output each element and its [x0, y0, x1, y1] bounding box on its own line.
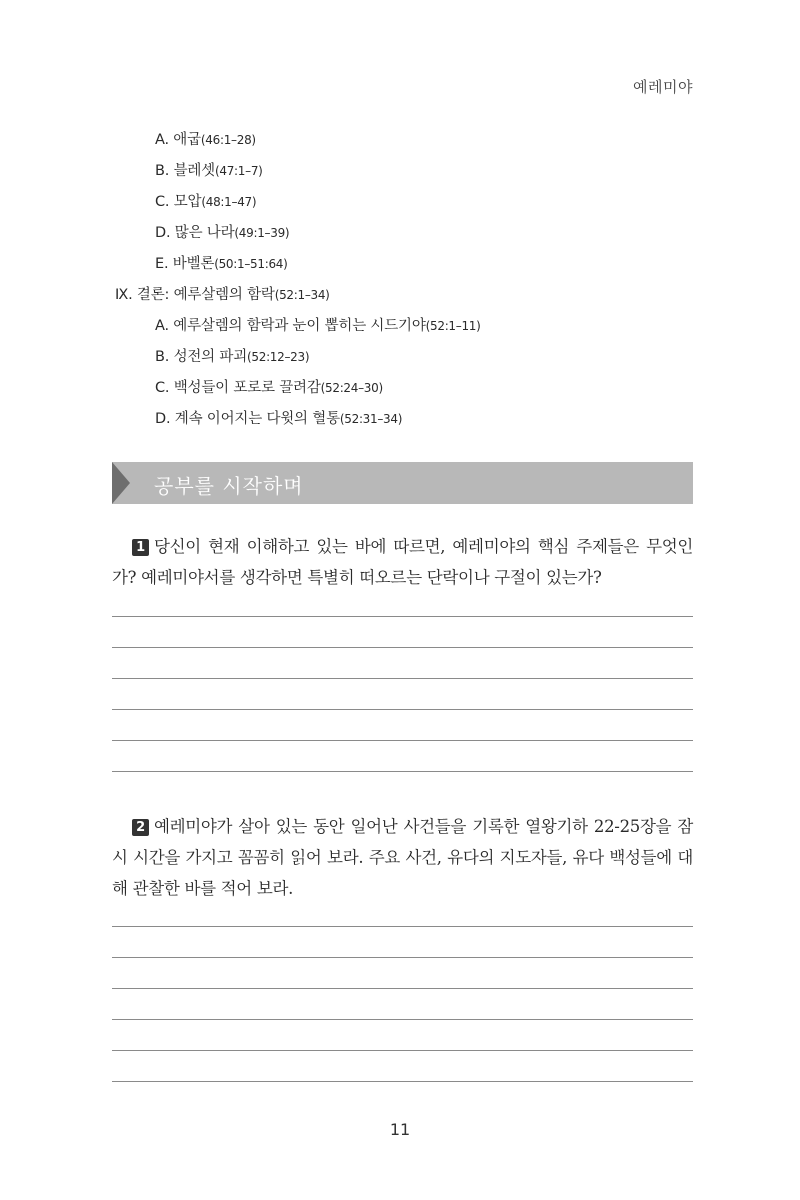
- answer-line[interactable]: [112, 988, 693, 989]
- outline-item: [155, 255, 288, 273]
- outline-item-ref: (47:1–7): [215, 164, 263, 178]
- answer-line[interactable]: [112, 1081, 693, 1082]
- outline-item: [155, 379, 383, 397]
- outline-item-ref: (52:1–34): [274, 288, 330, 302]
- outline-item-text: B. 블레셋: [155, 163, 215, 179]
- question-number-badge: 2: [132, 819, 149, 836]
- outline-item: [155, 317, 481, 335]
- answer-line[interactable]: [112, 616, 693, 617]
- outline-item-text: B. 성전의 파괴: [155, 349, 248, 365]
- outline-item-text: A. 애굽: [155, 132, 201, 148]
- running-header: 예레미야: [633, 78, 693, 96]
- outline-item: [155, 410, 402, 428]
- outline-item-text: Ⅸ. 결론: 예루살렘의 함락: [115, 287, 275, 303]
- question-1: [112, 531, 693, 593]
- outline-item-ref: (46:1–28): [200, 133, 256, 147]
- answer-line[interactable]: [112, 1050, 693, 1051]
- outline-item: [115, 286, 330, 304]
- answer-line[interactable]: [112, 678, 693, 679]
- outline-item: [155, 224, 289, 242]
- answer-line[interactable]: [112, 771, 693, 772]
- question-number-badge: 1: [132, 539, 149, 556]
- answer-line[interactable]: [112, 926, 693, 927]
- outline-item-ref: (52:1–11): [425, 319, 481, 333]
- outline-item-text: E. 바벨론: [155, 256, 215, 272]
- outline-item-ref: (48:1–47): [201, 195, 257, 209]
- outline-item-ref: (52:24–30): [320, 381, 383, 395]
- question-text: 당신이 현재 이해하고 있는 바에 따르면, 예레미야의 핵심 주제들은 무엇인가? 예레미야서를 생각하면 특별히 떠오르는 단락이나 구절이 있는가?: [112, 537, 693, 587]
- outline-item: [155, 348, 309, 366]
- answer-line[interactable]: [112, 957, 693, 958]
- page-number: 11: [389, 1120, 411, 1139]
- answer-line[interactable]: [112, 709, 693, 710]
- outline-item-ref: (49:1–39): [234, 226, 290, 240]
- outline-item: [155, 193, 256, 211]
- outline-item-text: C. 백성들이 포로로 끌려감: [155, 380, 321, 396]
- answer-line[interactable]: [112, 647, 693, 648]
- answer-line[interactable]: [112, 740, 693, 741]
- question-2: [112, 811, 693, 904]
- outline-item: [155, 162, 263, 180]
- question-text: 예레미야가 살아 있는 동안 일어난 사건들을 기록한 열왕기하 22-25장을 잠시 시간을 가지고 꼼꼼히 읽어 보라. 주요 사건, 유다의 지도자들, 유다 백성들에 대해 관찰한 바를 적어 보라.: [112, 817, 693, 898]
- outline-item-text: D. 많은 나라: [155, 225, 235, 241]
- outline-item-text: C. 모압: [155, 194, 202, 210]
- outline-item-ref: (52:12–23): [247, 350, 310, 364]
- section-banner: [112, 462, 693, 504]
- outline-item-text: D. 계속 이어지는 다윗의 혈통: [155, 411, 340, 427]
- outline-item: [155, 131, 256, 149]
- outline-item-ref: (52:31–34): [339, 412, 403, 426]
- outline-item-text: A. 예루살렘의 함락과 눈이 뽑히는 시드기야: [155, 318, 426, 334]
- section-title: 공부를 시작하며: [154, 474, 304, 498]
- outline-item-ref: (50:1–51:64): [214, 257, 288, 271]
- banner-arrow-icon: [112, 462, 130, 504]
- answer-line[interactable]: [112, 1019, 693, 1020]
